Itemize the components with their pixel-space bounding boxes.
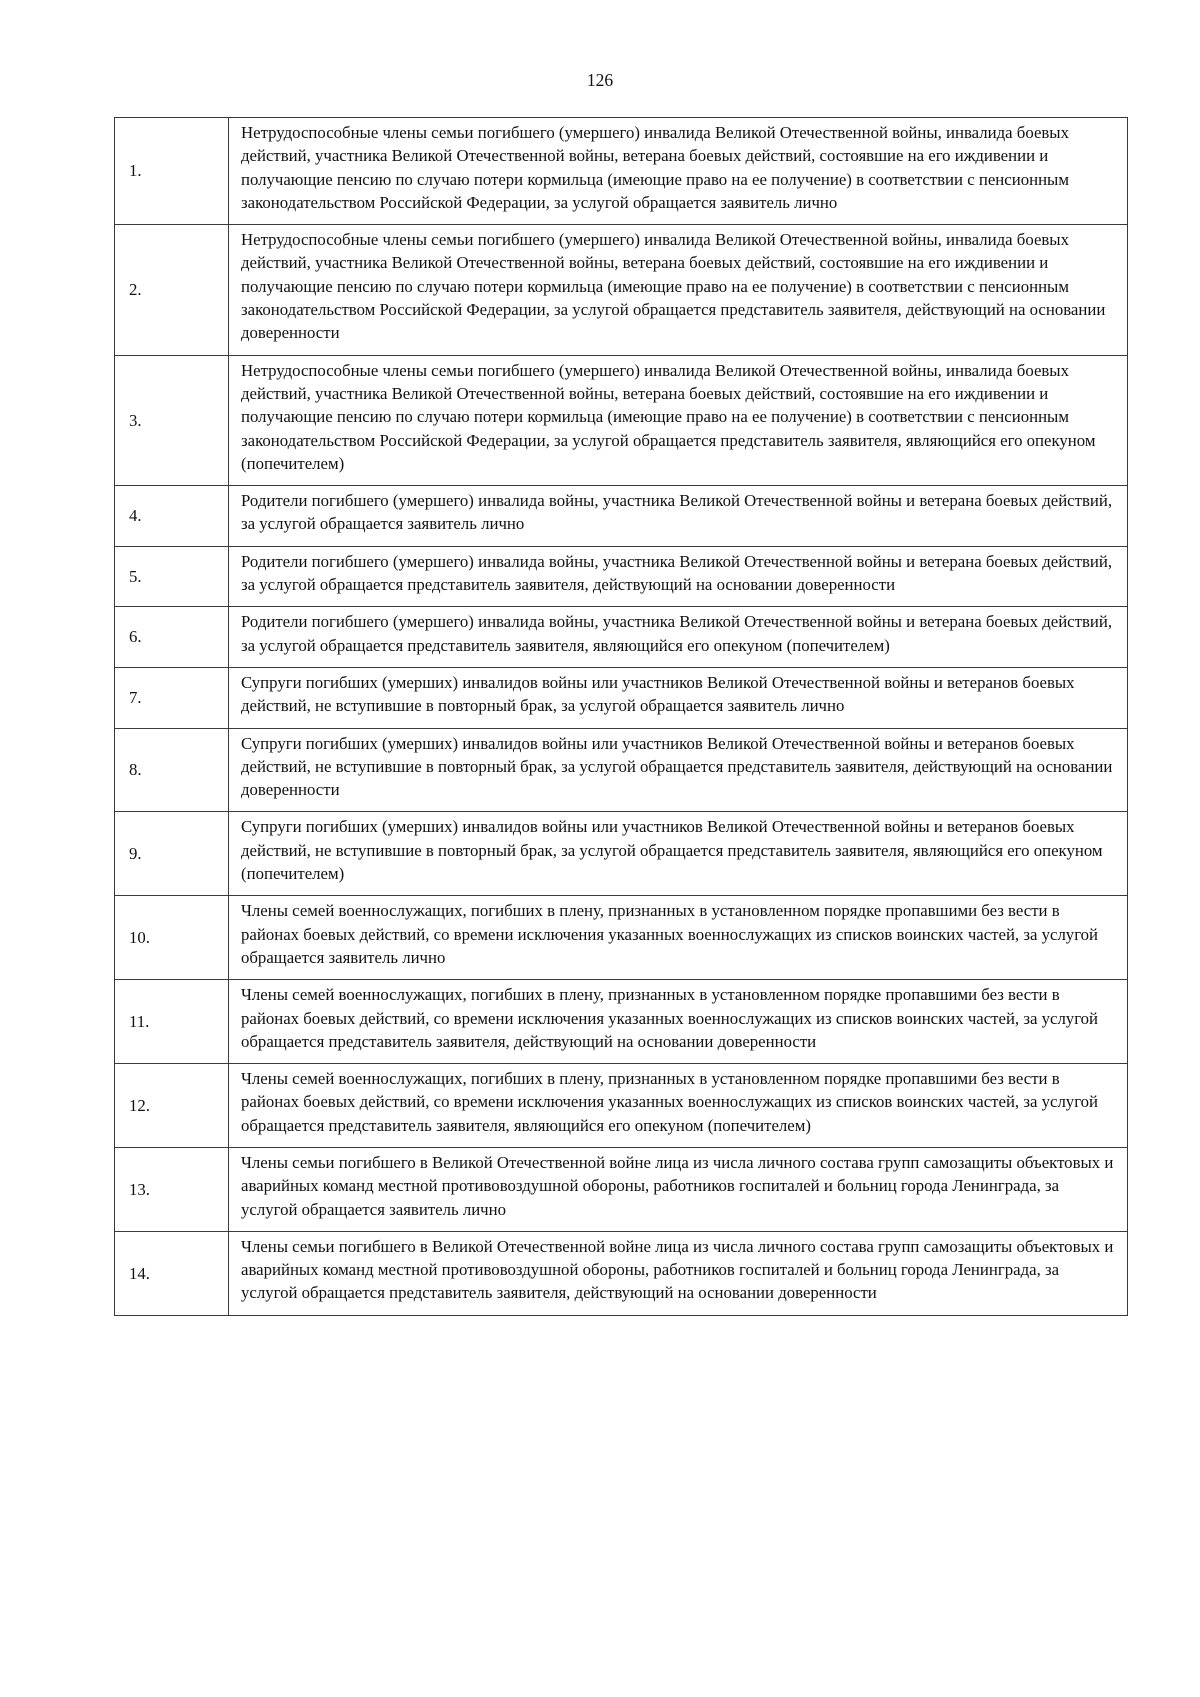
row-number: 9. — [115, 812, 229, 896]
row-number: 3. — [115, 355, 229, 485]
table-row — [115, 728, 1128, 812]
row-description: Члены семей военнослужащих, погибших в плену, признанных в установленном порядке пропавшими без вести в районах боевых действий, со времени исключения указанных военнослужащих из списков воинских частей, за услугой обращается представитель заявителя, действующий на основании доверенности — [229, 980, 1128, 1064]
row-number: 14. — [115, 1231, 229, 1315]
row-number: 4. — [115, 486, 229, 547]
table-row — [115, 546, 1128, 607]
row-description: Супруги погибших (умерших) инвалидов войны или участников Великой Отечественной войны и ветеранов боевых действий, не вступившие в повторный брак, за услугой обращается заявитель лично — [229, 667, 1128, 728]
table-row — [115, 667, 1128, 728]
row-number: 10. — [115, 896, 229, 980]
table-row — [115, 225, 1128, 355]
table-row — [115, 1231, 1128, 1315]
row-description: Члены семьи погибшего в Великой Отечественной войне лица из числа личного состава групп самозащиты объектовых и аварийных команд местной противовоздушной обороны, работников госпиталей и больниц города Ленинграда, за услугой обращается заявитель лично — [229, 1147, 1128, 1231]
row-description: Члены семей военнослужащих, погибших в плену, признанных в установленном порядке пропавшими без вести в районах боевых действий, со времени исключения указанных военнослужащих из списков воинских частей, за услугой обращается представитель заявителя, являющийся его опекуном (попечителем) — [229, 1064, 1128, 1148]
row-number: 2. — [115, 225, 229, 355]
table-row — [115, 355, 1128, 485]
row-number: 11. — [115, 980, 229, 1064]
row-number: 8. — [115, 728, 229, 812]
row-description: Супруги погибших (умерших) инвалидов войны или участников Великой Отечественной войны и ветеранов боевых действий, не вступившие в повторный брак, за услугой обращается представитель заявителя, действующий на основании доверенности — [229, 728, 1128, 812]
row-description: Родители погибшего (умершего) инвалида войны, участника Великой Отечественной войны и ветерана боевых действий, за услугой обращается представитель заявителя, являющийся его опекуном (попечителем) — [229, 607, 1128, 668]
row-number: 6. — [115, 607, 229, 668]
row-description: Нетрудоспособные члены семьи погибшего (умершего) инвалида Великой Отечественной войны, инвалида боевых действий, участника Великой Отечественной войны, ветерана боевых действий, состоявшие на его иждивении и получающие пенсию по случаю потери кормильца (имеющие право на ее получение) в соответствии с пенсионным законодательством Российской Федерации, за услугой обращается представитель заявителя, являющийся его опекуном (попечителем) — [229, 355, 1128, 485]
table-row — [115, 607, 1128, 668]
row-description: Родители погибшего (умершего) инвалида войны, участника Великой Отечественной войны и ветерана боевых действий, за услугой обращается представитель заявителя, действующий на основании доверенности — [229, 546, 1128, 607]
row-number: 12. — [115, 1064, 229, 1148]
table-row — [115, 1064, 1128, 1148]
applicant-categories-table — [114, 117, 1128, 1316]
table-row — [115, 118, 1128, 225]
row-description: Члены семей военнослужащих, погибших в плену, признанных в установленном порядке пропавшими без вести в районах боевых действий, со времени исключения указанных военнослужащих из списков воинских частей, за услугой обращается заявитель лично — [229, 896, 1128, 980]
table-row — [115, 1147, 1128, 1231]
row-description: Нетрудоспособные члены семьи погибшего (умершего) инвалида Великой Отечественной войны, инвалида боевых действий, участника Великой Отечественной войны, ветерана боевых действий, состоявшие на его иждивении и получающие пенсию по случаю потери кормильца (имеющие право на ее получение) в соответствии с пенсионным законодательством Российской Федерации, за услугой обращается представитель заявителя, действующий на основании доверенности — [229, 225, 1128, 355]
table-row — [115, 486, 1128, 547]
table-row — [115, 812, 1128, 896]
row-number: 7. — [115, 667, 229, 728]
page-number: 126 — [586, 70, 614, 90]
row-description: Супруги погибших (умерших) инвалидов войны или участников Великой Отечественной войны и ветеранов боевых действий, не вступившие в повторный брак, за услугой обращается представитель заявителя, являющийся его опекуном (попечителем) — [229, 812, 1128, 896]
table-row — [115, 896, 1128, 980]
row-number: 1. — [115, 118, 229, 225]
row-number: 13. — [115, 1147, 229, 1231]
row-description: Родители погибшего (умершего) инвалида войны, участника Великой Отечественной войны и ветерана боевых действий, за услугой обращается заявитель лично — [229, 486, 1128, 547]
table-row — [115, 980, 1128, 1064]
row-description: Нетрудоспособные члены семьи погибшего (умершего) инвалида Великой Отечественной войны, инвалида боевых действий, участника Великой Отечественной войны, ветерана боевых действий, состоявшие на его иждивении и получающие пенсию по случаю потери кормильца (имеющие право на ее получение) в соответствии с пенсионным законодательством Российской Федерации, за услугой обращается заявитель лично — [229, 118, 1128, 225]
row-number: 5. — [115, 546, 229, 607]
row-description: Члены семьи погибшего в Великой Отечественной войне лица из числа личного состава групп самозащиты объектовых и аварийных команд местной противовоздушной обороны, работников госпиталей и больниц города Ленинграда, за услугой обращается представитель заявителя, действующий на основании доверенности — [229, 1231, 1128, 1315]
